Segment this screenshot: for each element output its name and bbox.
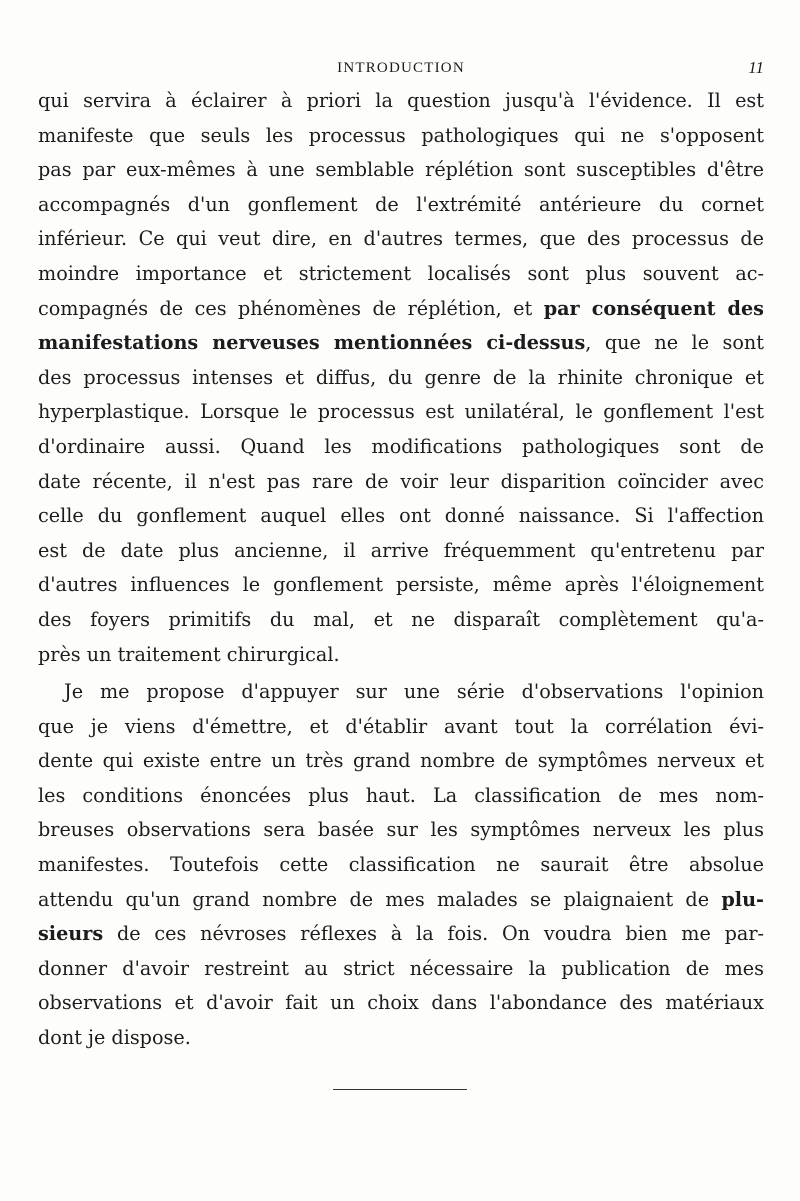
text-line: d'autres influences le gonflement persiste, même après l'éloignement [38, 573, 764, 597]
text-line: près un traitement chirurgical. [38, 642, 340, 666]
text-line [38, 883, 764, 918]
text-line: les conditions énoncées plus haut. La classification de mes nom- [38, 783, 764, 807]
text-line: Je me propose d'appuyer sur une série d'observations l'opinion [64, 680, 764, 704]
emphasis-text: plu- [721, 887, 764, 911]
emphasis-text: manifestations nerveuses mentionnées ci-dessus [38, 331, 586, 355]
running-header [38, 58, 764, 80]
text-line [38, 917, 764, 952]
text-line: manifeste que seuls les processus pathologiques qui ne s'opposent [38, 123, 764, 147]
page-number: 11 [748, 58, 764, 77]
text-line: hyperplastique. Lorsque le processus est unilatéral, le gonflement l'est [38, 400, 764, 424]
header-title: INTRODUCTION [337, 60, 465, 76]
text-line [38, 326, 764, 361]
text-line: qui servira à éclairer à priori la question jusqu'à l'évidence. Il est [38, 89, 764, 112]
text-line: breuses observations sera basée sur les symptômes nerveux les plus [38, 818, 764, 842]
text-line: date récente, il n'est pas rare de voir leur disparition coïncider avec [38, 469, 764, 493]
text-line: que je viens d'émettre, et d'établir avant tout la corrélation évi- [38, 714, 764, 738]
text-line: celle du gonflement auquel elles ont donné naissance. Si l'affection [38, 504, 764, 528]
text-run: compagnés de ces phénomènes de réplétion, et [38, 296, 544, 320]
text-line: manifestes. Toutefois cette classification ne saurait être absolue [38, 853, 764, 877]
text-line [38, 292, 764, 327]
text-line: dente qui existe entre un très grand nombre de symptômes nerveux et [38, 749, 764, 773]
text-run: de ces névroses réflexes à la fois. On voudra bien me par- [103, 922, 764, 946]
text-line: pas par eux-mêmes à une semblable réplétion sont susceptibles d'être [38, 158, 764, 182]
text-run: attendu qu'un grand nombre de mes malades se plaignaient de [38, 887, 722, 911]
text-line: est de date plus ancienne, il arrive fréquemment qu'entretenu par [38, 538, 764, 562]
body-text [38, 84, 764, 1056]
text-line: accompagnés d'un gonflement de l'extrémité antérieure du cornet [38, 192, 764, 216]
text-line: inférieur. Ce qui veut dire, en d'autres termes, que des processus de [38, 227, 764, 251]
emphasis-text: par conséquent des [543, 296, 764, 320]
text-line: moindre importance et strictement localisés sont plus souvent ac- [38, 261, 764, 285]
text-line: des foyers primitifs du mal, et ne disparaît complètement qu'a- [38, 607, 764, 631]
text-line: dont je dispose. [38, 1026, 191, 1050]
text-line: donner d'avoir restreint au strict nécessaire la publication de mes [38, 956, 764, 980]
emphasis-text: sieurs [38, 922, 104, 946]
text-line: d'ordinaire aussi. Quand les modifications pathologiques sont de [38, 434, 764, 458]
text-line: des processus intenses et diffus, du genre de la rhinite chronique et [38, 365, 764, 389]
text-line: observations et d'avoir fait un choix dans l'abondance des matériaux [38, 991, 764, 1015]
closing-rule [333, 1089, 467, 1090]
paragraph [38, 675, 764, 1056]
text-run: , que ne le sont [585, 331, 764, 355]
paragraph [38, 84, 764, 672]
